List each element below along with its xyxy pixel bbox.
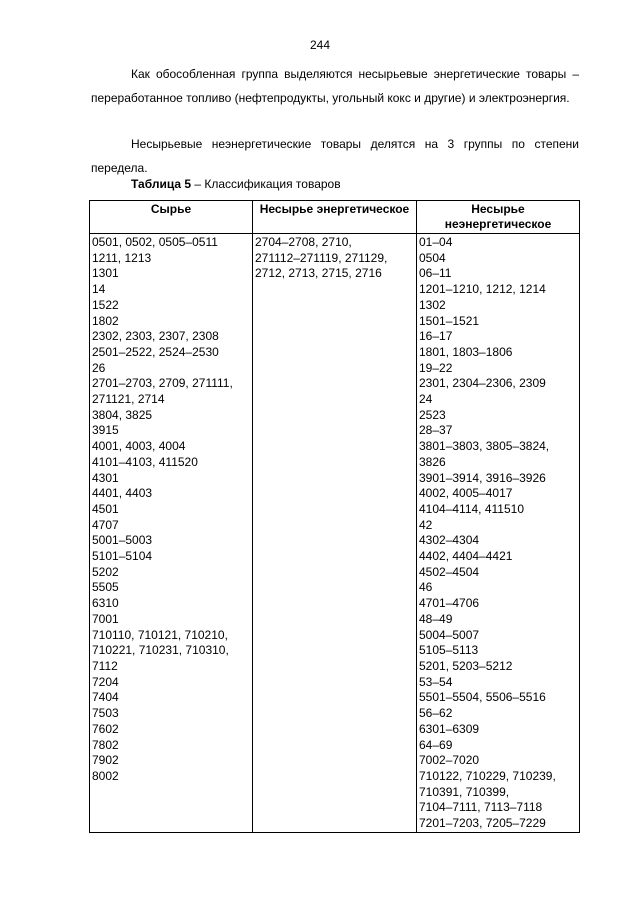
code-line: 14 [92, 282, 106, 297]
header-non-raw-non-energy: Несырье неэнергетическое [417, 201, 580, 234]
code-line: 271121, 2714 [92, 392, 165, 407]
code-line: 42 [419, 517, 433, 532]
code-line: 4707 [92, 517, 119, 532]
code-line: 56–62 [419, 706, 453, 721]
code-line: 4001, 4003, 4004 [92, 439, 186, 454]
code-line: 3826 [419, 454, 446, 469]
code-line: 1522 [92, 297, 119, 312]
code-line: 1201–1210, 1212, 1214 [419, 282, 546, 297]
code-line: 710110, 710121, 710210, [92, 627, 228, 642]
code-line: 53–54 [419, 674, 453, 689]
code-line: 6301–6309 [419, 721, 480, 736]
paragraph-non-energy-goods: Несырьевые неэнергетические товары делятся на 3 группы по степени передела. [91, 137, 579, 175]
header-raw: Сырье [90, 201, 253, 234]
code-line: 64–69 [419, 737, 453, 752]
code-line: 2523 [419, 407, 446, 422]
code-line: 1801, 1803–1806 [419, 344, 513, 359]
code-line: 4302–4304 [419, 533, 480, 548]
code-line: 26 [92, 360, 106, 375]
code-line: 710122, 710229, 710239, [419, 768, 556, 783]
code-line: 2302, 2303, 2307, 2308 [92, 329, 219, 344]
code-line: 4402, 4404–4421 [419, 549, 513, 564]
code-line: 5105–5113 [419, 643, 479, 658]
column-raw-codes [90, 234, 253, 833]
classification-table [89, 200, 580, 833]
page-number: 244 [309, 38, 331, 52]
code-line: 271112–271119, 271129, [255, 250, 388, 265]
code-line: 3901–3914, 3916–3926 [419, 470, 546, 485]
code-line: 7503 [92, 706, 119, 721]
code-line: 1211, 1213 [92, 250, 152, 265]
code-line: 710391, 710399, [419, 784, 510, 799]
code-line: 7902 [92, 753, 119, 768]
code-line: 8002 [92, 768, 119, 783]
code-line: 7802 [92, 737, 119, 752]
code-line: 5101–5104 [92, 549, 153, 564]
code-line: 710221, 710231, 710310, [92, 643, 229, 658]
code-line: 2301, 2304–2306, 2309 [419, 376, 546, 391]
code-line: 7112 [92, 658, 118, 673]
code-line: 3801–3803, 3805–3824, [419, 439, 550, 454]
code-line: 4104–4114, 411510 [419, 501, 524, 516]
code-line: 4401, 4403 [92, 486, 153, 501]
code-line: 28–37 [419, 423, 453, 438]
table-caption-title: – Классификация товаров [191, 177, 341, 191]
code-line: 48–49 [419, 611, 453, 626]
code-line: 01–04 [419, 235, 453, 249]
code-line: 4502–4504 [419, 564, 480, 579]
paragraph-energy-goods: Как обособленная группа выделяются несырьевые энергетические товары – переработанное топливо (нефтепродукты, угольный кокс и другие) и электроэнергия. [91, 67, 579, 105]
code-line: 1302 [419, 297, 446, 312]
code-line: 5505 [92, 580, 119, 595]
code-line: 3915 [92, 423, 119, 438]
code-line: 4501 [92, 501, 119, 516]
code-line: 5001–5003 [92, 533, 153, 548]
code-line: 6310 [92, 596, 119, 611]
code-line: 7204 [92, 674, 119, 689]
column-non-raw-non-energy-codes [417, 234, 580, 833]
table-caption [131, 177, 341, 191]
code-line: 2701–2703, 2709, 271111, [92, 376, 233, 391]
code-line: 5501–5504, 5506–5516 [419, 690, 546, 705]
column-non-raw-energy-codes [253, 234, 417, 833]
code-line: 5201, 5203–5212 [419, 658, 513, 673]
code-line: 4101–4103, 411520 [92, 454, 198, 469]
code-line: 7001 [92, 611, 119, 626]
code-line: 2712, 2713, 2715, 2716 [255, 266, 382, 281]
code-line: 1501–1521 [419, 313, 480, 328]
code-line: 7104–7111, 7113–7118 [419, 800, 543, 815]
code-line: 4002, 4005–4017 [419, 486, 513, 501]
code-line: 1802 [92, 313, 119, 328]
code-line: 7602 [92, 721, 119, 736]
table-header-row [90, 201, 580, 234]
code-line: 1301 [92, 266, 119, 281]
code-line: 0504 [419, 250, 446, 265]
code-line: 16–17 [419, 329, 453, 344]
code-line: 4701–4706 [419, 596, 480, 611]
code-line: 3804, 3825 [92, 407, 153, 422]
code-line: 4301 [92, 470, 119, 485]
code-line: 2704–2708, 2710, [255, 235, 352, 249]
code-line: 7201–7203, 7205–7229 [419, 816, 546, 831]
header-non-raw-energy: Несырье энергетическое [253, 201, 417, 234]
code-line: 2501–2522, 2524–2530 [92, 344, 219, 359]
table-caption-label: Таблица 5 [131, 177, 192, 191]
code-line: 5202 [92, 564, 119, 579]
code-line: 5004–5007 [419, 627, 480, 642]
code-line: 24 [419, 392, 433, 407]
table-row [90, 234, 580, 833]
code-line: 19–22 [419, 360, 453, 375]
code-line: 06–11 [419, 266, 452, 281]
code-line: 46 [419, 580, 433, 595]
code-line: 0501, 0502, 0505–0511 [92, 235, 218, 249]
code-line: 7002–7020 [419, 753, 480, 768]
code-line: 7404 [92, 690, 119, 705]
